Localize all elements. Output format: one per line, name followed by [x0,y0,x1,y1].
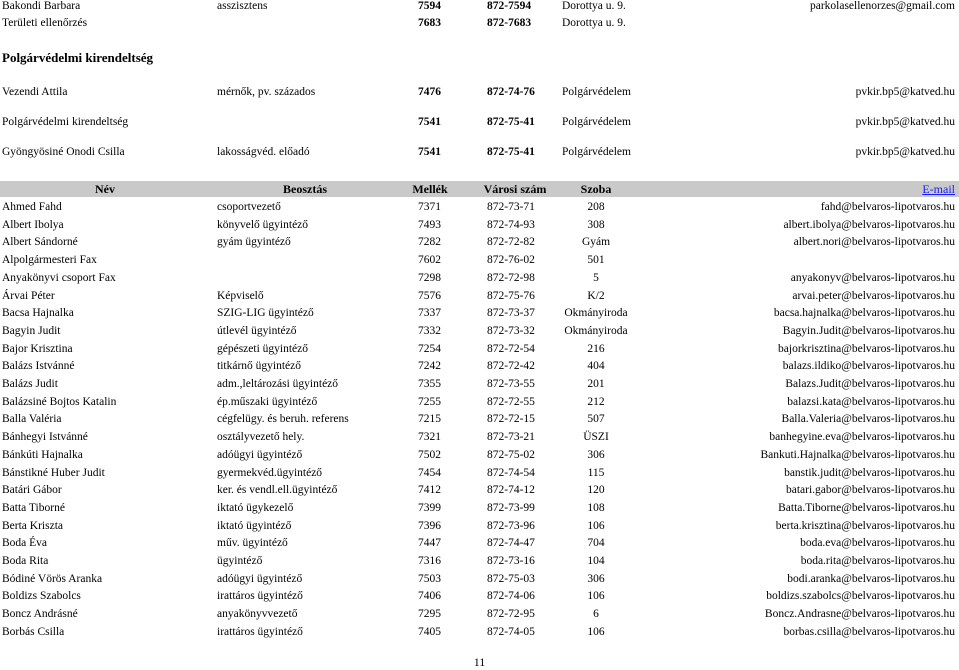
phone-cell: 872-74-12 [487,484,535,497]
email-cell[interactable]: pvkir.bp5@katved.hu [855,116,955,128]
room-cell: K/2 [587,289,605,302]
email-cell[interactable]: parkolasellenorzes@gmail.com [809,0,955,12]
room-cell: 306 [587,448,605,461]
header-ext: Mellék [412,182,448,196]
phone-cell: 872-73-71 [487,201,535,213]
extension-cell: 7298 [418,271,441,284]
extension-cell: 7282 [418,236,441,249]
table-row [0,357,959,375]
extension-cell: 7576 [418,289,441,302]
position-cell: adóügyi ügyintéző [217,448,303,461]
name-cell: Albert Sándorné [2,236,78,249]
name-cell: Batta Tiborné [2,501,65,514]
position-cell: adóügyi ügyintéző [217,572,303,585]
room-cell: Okmányiroda [564,307,628,320]
extension-cell: 7602 [418,254,441,267]
phone-cell: 872-72-42 [487,360,535,373]
table-row [0,481,959,499]
room-cell: Polgárvédelem [562,116,631,128]
phone-cell: 872-73-99 [487,501,535,514]
table-row [0,410,959,428]
extension-cell: 7337 [418,307,441,320]
extension-cell: 7321 [418,431,441,444]
room-cell: 404 [587,360,605,373]
email-cell[interactable]: albert.nori@belvaros-lipotvaros.hu [793,236,955,249]
phone-cell: 872-74-05 [487,625,535,638]
phone-cell: 872-73-55 [487,378,535,390]
position-cell: irattáros ügyintéző [217,625,303,638]
room-cell: 106 [587,590,605,603]
extension-cell: 7476 [418,86,441,98]
room-cell: 501 [587,254,605,267]
header-position: Beosztás [283,182,327,196]
phone-cell: 872-76-02 [487,254,535,267]
position-cell: gyám ügyintéző [217,236,291,249]
room-cell: 704 [587,537,605,550]
email-cell[interactable]: fahd@belvaros-lipotvaros.hu [820,201,955,213]
table-row [0,233,959,251]
table-row [0,269,959,287]
extension-cell: 7447 [418,537,441,550]
email-cell[interactable]: Bankuti.Hajnalka@belvaros-lipotvaros.hu [760,448,955,461]
position-cell: ker. és vendl.ell.ügyintéző [217,484,338,497]
room-cell: 115 [587,466,605,479]
room-cell: 5 [593,271,599,284]
name-cell: Bánhegyi Istvánné [2,431,88,444]
table-row [0,446,959,464]
table-row [0,534,959,552]
name-cell: Balla Valéria [2,413,62,426]
phone-cell: 872-75-41 [487,146,535,158]
position-cell: gépészeti ügyintéző [217,342,309,355]
name-cell: Bacsa Hajnalka [2,307,74,320]
extension-cell: 7355 [418,378,441,390]
phone-cell: 872-75-41 [487,116,535,128]
extension-cell: 7503 [418,572,441,585]
phone-cell: 872-72-82 [487,236,535,249]
header-name: Név [95,182,115,196]
table-row [0,83,959,101]
extension-cell: 7371 [418,201,441,213]
room-cell: 216 [587,342,605,355]
email-cell[interactable]: Boncz.Andrasne@belvaros-lipotvaros.hu [764,608,955,621]
room-cell: Polgárvédelem [562,86,631,98]
name-cell: Bánstikné Huber Judit [2,466,105,479]
extension-cell: 7541 [418,116,441,128]
position-cell: csoportvezető [217,201,281,213]
email-cell[interactable]: albert.ibolya@belvaros-lipotvaros.hu [783,218,955,231]
table-row [0,304,959,322]
name-cell: Berta Kriszta [2,519,63,532]
phone-cell: 872-7683 [487,17,532,29]
phone-cell: 872-73-16 [487,555,535,567]
email-cell[interactable]: borbas.csilla@belvaros-lipotvaros.hu [783,625,955,638]
name-cell: Batári Gábor [2,484,62,497]
position-cell: könyvelő ügyintéző [217,218,309,231]
name-cell: Bódiné Vörös Aranka [2,572,103,585]
room-cell: 104 [587,555,605,567]
email-cell[interactable]: balazs.ildiko@belvaros-lipotvaros.hu [782,360,955,373]
name-cell: Területi ellenőrzés [2,17,88,29]
phone-cell: 872-74-76 [487,86,535,98]
email-cell[interactable]: banstik.judit@belvaros-lipotvaros.hu [784,466,955,479]
header-email[interactable]: E-mail [922,182,955,196]
extension-cell: 7502 [418,448,441,461]
position-cell: ügyintéző [217,555,263,567]
name-cell: Alpolgármesteri Fax [2,254,97,267]
table-row [0,464,959,482]
extension-cell: 7316 [418,555,441,567]
table-row [0,570,959,588]
room-cell: Okmányiroda [564,324,628,337]
room-cell: 106 [587,625,605,638]
position-cell: titkárnő ügyintéző [217,360,301,373]
header-room: Szoba [580,182,612,196]
email-cell[interactable]: Balla.Valeria@belvaros-lipotvaros.hu [781,413,955,426]
room-cell: 201 [587,378,605,390]
name-cell: Ahmed Fahd [2,201,62,213]
extension-cell: 7683 [418,17,441,29]
table-row [0,428,959,446]
email-cell[interactable]: banhegyine.eva@belvaros-lipotvaros.hu [769,431,955,444]
extension-cell: 7412 [418,484,441,497]
email-cell[interactable]: Bagyin.Judit@belvaros-lipotvaros.hu [782,324,955,337]
extension-cell: 7295 [418,608,441,621]
phone-cell: 872-72-54 [487,342,535,355]
phone-cell: 872-75-76 [487,289,535,302]
table-row [0,623,959,641]
table-row [0,393,959,411]
table-row [0,287,959,305]
phone-cell: 872-72-98 [487,271,535,284]
position-cell: anyakönyvvezető [217,608,298,621]
table-row [0,517,959,535]
phone-cell: 872-74-93 [487,218,535,231]
extension-cell: 7399 [418,501,441,514]
room-cell: 6 [593,608,599,621]
name-cell: Boldizs Szabolcs [2,590,81,603]
extension-cell: 7541 [418,146,441,158]
table-row [0,113,959,131]
email-cell[interactable]: boda.eva@belvaros-lipotvaros.hu [800,537,955,550]
room-cell: 106 [587,519,605,532]
position-cell: osztályvezető hely. [217,431,305,444]
room-cell: 306 [587,572,605,585]
email-cell[interactable]: Balazs.Judit@belvaros-lipotvaros.hu [785,378,955,390]
table-row [0,499,959,517]
phone-cell: 872-72-95 [487,608,535,621]
email-cell[interactable]: bacsa.hajnalka@belvaros-lipotvaros.hu [773,307,955,320]
room-cell: 108 [587,501,605,514]
email-cell[interactable]: batari.gabor@belvaros-lipotvaros.hu [786,484,955,497]
table-header [0,181,959,197]
table-row [0,251,959,269]
email-cell[interactable]: Batta.Tiborne@belvaros-lipotvaros.hu [778,501,955,514]
position-cell: cégfelügy. és beruh. referens [217,413,349,426]
name-cell: Boda Rita [2,555,49,567]
room-cell: Gyám [581,236,611,249]
phone-cell: 872-7594 [487,0,532,12]
name-cell: Vezendi Attila [2,86,68,98]
position-cell: ép.műszaki ügyintéző [217,395,318,408]
email-cell[interactable]: boda.rita@belvaros-lipotvaros.hu [800,555,955,567]
extension-cell: 7594 [418,0,441,12]
phone-cell: 872-72-55 [487,395,535,408]
email-cell[interactable]: arvai.peter@belvaros-lipotvaros.hu [792,289,955,302]
email-cell[interactable]: bajorkrisztina@belvaros-lipotvaros.hu [778,342,955,355]
name-cell: Borbás Csilla [2,625,65,638]
position-cell: SZIG-LIG ügyintéző [217,307,314,320]
table-row [0,0,959,15]
email-cell[interactable]: pvkir.bp5@katved.hu [855,146,955,158]
page-number: 11 [473,655,486,669]
email-cell[interactable]: berta.krisztina@belvaros-lipotvaros.hu [775,519,955,532]
room-cell: 507 [587,413,605,426]
name-cell: Bajor Krisztina [2,342,73,355]
position-cell: Képviselő [217,289,264,302]
phone-cell: 872-73-21 [487,431,535,444]
extension-cell: 7405 [418,625,441,638]
extension-cell: 7332 [418,324,441,337]
position-cell: adm.,leltározási ügyintéző [217,378,339,390]
extension-cell: 7215 [418,413,441,426]
room-cell: ÜSZI [583,431,609,444]
header-tel: Városi szám [483,182,547,196]
name-cell: Boncz Andrásné [2,608,78,621]
room-cell: Dorottya u. 9. [562,17,626,29]
position-cell: asszisztens [217,0,268,12]
room-cell: Polgárvédelem [562,146,631,158]
email-cell[interactable]: pvkir.bp5@katved.hu [855,86,955,98]
table-row [0,216,959,234]
name-cell: Bagyin Judit [2,324,61,337]
room-cell: 120 [587,484,605,497]
table-row [0,552,959,570]
extension-cell: 7406 [418,590,441,603]
phone-cell: 872-74-54 [487,466,535,479]
name-cell: Gyöngyösiné Onodi Csilla [2,146,125,158]
email-cell[interactable]: anyakonyv@belvaros-lipotvaros.hu [790,271,955,284]
phone-cell: 872-73-32 [487,324,535,337]
email-cell[interactable]: bodi.aranka@belvaros-lipotvaros.hu [787,572,955,585]
position-cell: irattáros ügyintéző [217,590,303,603]
room-cell: Dorottya u. 9. [562,0,626,12]
name-cell: Balázs Istvánné [2,360,75,373]
phone-cell: 872-73-96 [487,519,535,532]
phone-cell: 872-75-02 [487,448,535,461]
position-cell: iktató ügykezelő [217,501,294,514]
position-cell: gyermekvéd.ügyintéző [217,466,323,479]
name-cell: Árvai Péter [2,289,55,302]
extension-cell: 7396 [418,519,441,532]
table-row [0,198,959,216]
position-cell: lakosságvéd. előadó [217,146,310,158]
phone-cell: 872-75-03 [487,572,535,585]
position-cell: mérnők, pv. százados [217,86,316,98]
phone-cell: 872-73-37 [487,307,535,320]
email-cell[interactable]: balazsi.kata@belvaros-lipotvaros.hu [787,395,955,408]
name-cell: Polgárvédelmi kirendeltség [2,116,129,128]
name-cell: Balázs Judit [2,378,58,390]
name-cell: Albert Ibolya [2,218,64,231]
name-cell: Anyakönyvi csoport Fax [2,271,116,284]
position-cell: iktató ügyintéző [217,519,292,532]
table-row [0,14,959,32]
room-cell: 208 [587,201,605,213]
phone-cell: 872-74-47 [487,537,535,550]
phone-cell: 872-74-06 [487,590,535,603]
room-cell: 308 [587,218,605,231]
extension-cell: 7493 [418,218,441,231]
name-cell: Boda Éva [2,537,48,550]
extension-cell: 7242 [418,360,441,373]
table-row [0,587,959,605]
table-row [0,605,959,623]
room-cell: 212 [587,395,605,408]
position-cell: útlevél ügyintéző [217,324,297,337]
table-row [0,375,959,393]
phone-cell: 872-72-15 [487,413,535,426]
table-row [0,340,959,358]
section-title: Polgárvédelmi kirendeltség [2,50,154,65]
extension-cell: 7254 [418,342,441,355]
extension-cell: 7255 [418,395,441,408]
table-row [0,143,959,161]
name-cell: Balázsiné Bojtos Katalin [2,395,117,408]
email-cell[interactable]: boldizs.szabolcs@belvaros-lipotvaros.hu [766,590,955,603]
position-cell: műv. ügyintéző [217,537,288,550]
table-row [0,322,959,340]
name-cell: Bánkúti Hajnalka [2,448,83,461]
name-cell: Bakondi Barbara [2,0,81,12]
extension-cell: 7454 [418,466,441,479]
